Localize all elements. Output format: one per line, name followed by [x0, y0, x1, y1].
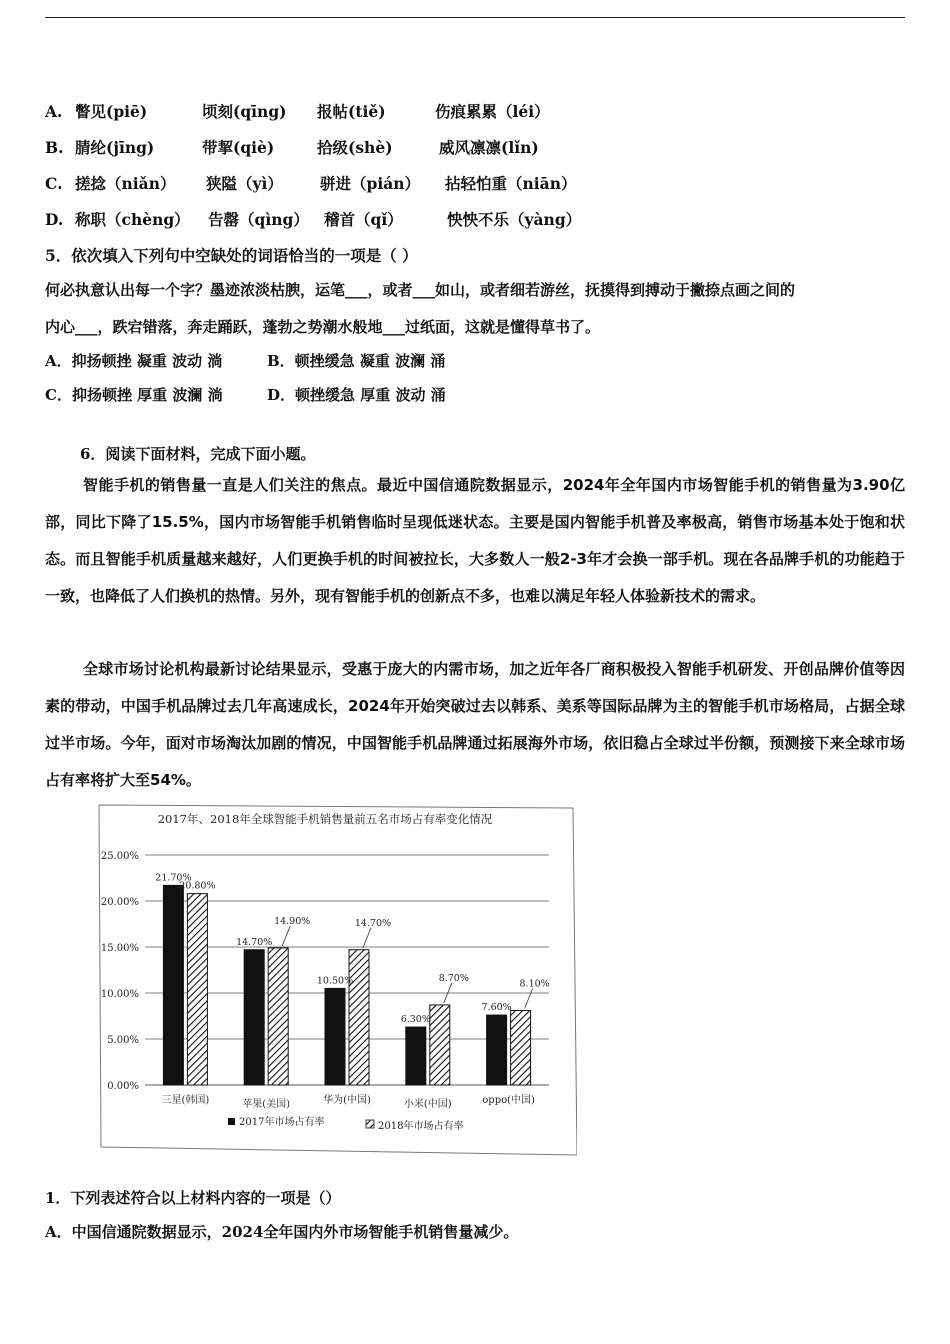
- option-item: 狭隘（yì）: [206, 174, 283, 193]
- data-label: 14.90%: [274, 915, 311, 927]
- q6-paragraph-1: 智能手机的销售量一直是人们关注的焦点。最近中国信通院数据显示，2024年全年国内市场智能手机的销售量为3.90亿部，同比下降了15.5%，国内市场智能手机销售临时呈现低迷状态。主要是国内智能手机普及率极高，销售市场基本处于饱和状态。而且智能手机质量越来越好，人们更换手机的时间被拉长，大多数人一般2-3年才会换一部手机。现在各品牌手机的功能趋于一致，也降低了人们换机的热情。另外，现有智能手机的创新点不多，也难以满足年轻人体验新技术的需求。: [45, 476, 905, 605]
- category-label: 苹果(美国): [242, 1099, 291, 1110]
- market-share-chart: [93, 803, 577, 1157]
- option-label: D.: [45, 210, 64, 229]
- option-item: 顷刻(qīng): [202, 102, 287, 121]
- option-item: 拾级(shè): [317, 138, 393, 157]
- option-item: 拈轻怕重（niān）: [445, 174, 577, 193]
- q6-paragraph-2: 全球市场讨论机构最新讨论结果显示，受惠于庞大的内需市场，加之近年各厂商积极投入智能手机研发、开创品牌价值等因素的带动，中国手机品牌过去几年高速成长，2024年开始突破过去以韩系、美系等国际品牌为主的智能手机市场格局，占据全球过半市场。今年，面对市场淘汰加剧的情况，中国智能手机品牌通过拓展海外市场，依旧稳占全球过半份额，预测接下来全球市场占有率将扩大至54%。: [45, 660, 905, 789]
- bar-2018: [349, 950, 369, 1085]
- top-rule: [45, 17, 905, 18]
- option-item: 威风凛凛(lǐn): [439, 138, 539, 157]
- q5-option-a: A．抑扬顿挫 凝重 波动 淌: [45, 352, 223, 370]
- bar-2017: [244, 950, 264, 1085]
- q4-option-a: [45, 100, 550, 122]
- y-tick-label: 15.00%: [100, 943, 139, 954]
- category-label: 华为(中国): [323, 1095, 371, 1106]
- data-label: 6.30%: [400, 1014, 431, 1026]
- q5-options-row2: [45, 384, 446, 405]
- option-label: C.: [45, 174, 63, 193]
- y-tick-label: 10.00%: [100, 989, 139, 1000]
- bar-2018: [268, 948, 288, 1085]
- q5-option-b: B．顿挫缓急 凝重 波澜 涌: [267, 352, 446, 370]
- chart-title: 2017年、2018年全球智能手机销售量前五名市场占有率变化情况: [157, 812, 493, 826]
- q6-stem: 6．阅读下面材料，完成下面小题。: [80, 445, 316, 463]
- option-item: 怏怏不乐（yàng）: [447, 210, 582, 229]
- y-tick-label: 5.00%: [107, 1035, 139, 1046]
- legend-swatch-2018: [366, 1120, 374, 1128]
- option-item: 告罄（qìng）: [208, 210, 309, 229]
- q5-option-d: D．顿挫缓急 厚重 波动 涌: [267, 386, 446, 404]
- y-tick-label: 20.00%: [100, 897, 139, 908]
- q4-option-d: [45, 208, 581, 230]
- subq-option-a: A．中国信通院数据显示，2024全年国内外市场智能手机销售量减少。: [45, 1223, 519, 1241]
- y-tick-label: 0.00%: [107, 1081, 139, 1092]
- q4-option-b: [45, 136, 539, 158]
- option-label: A.: [45, 102, 63, 121]
- option-item: 稽首（qǐ）: [324, 210, 403, 229]
- subq-stem: 1．下列表述符合以上材料内容的一项是（）: [45, 1189, 341, 1207]
- q4-option-c: [45, 172, 576, 194]
- data-label: 8.10%: [519, 978, 550, 990]
- category-label: oppo(中国): [482, 1095, 535, 1106]
- option-item: 伤痕累累（léi）: [435, 102, 550, 121]
- y-tick-label: 25.00%: [100, 851, 139, 862]
- category-label: 三星(韩国): [161, 1095, 210, 1106]
- option-item: 称职（chèng）: [75, 210, 190, 229]
- category-label: 小米(中国): [403, 1099, 452, 1110]
- option-item: 带挈(qiè): [202, 138, 275, 157]
- q5-text-line1: 何必执意认出每一个字？墨迹浓淡枯腴，运笔___，或者___如山，或者细若游丝，抚摸得到搏动于撇捺点画之间的: [45, 281, 796, 299]
- data-label: 14.70%: [354, 917, 392, 929]
- legend-label-2018: 2018年市场占有率: [378, 1121, 464, 1132]
- bar-2017: [406, 1027, 426, 1085]
- option-item: 腈纶(jīng): [75, 138, 155, 157]
- bar-2018: [430, 1005, 450, 1085]
- bar-2017: [487, 1015, 507, 1085]
- q5-stem: 5．依次填入下列句中空缺处的词语恰当的一项是（ ）: [45, 246, 418, 265]
- option-item: 搓捻（niǎn）: [75, 174, 176, 193]
- bar-2018: [511, 1010, 531, 1085]
- bar-2018: [187, 894, 207, 1085]
- option-item: 瞥见(piē): [75, 102, 148, 121]
- option-item: 报帖(tiě): [317, 102, 386, 121]
- chart-svg: [93, 803, 577, 1157]
- data-label: 8.70%: [438, 972, 469, 984]
- option-item: 骈进（pián）: [320, 174, 421, 193]
- q5-options-row1: [45, 350, 445, 371]
- bar-2017: [163, 885, 183, 1085]
- bar-2017: [325, 988, 345, 1085]
- option-label: B.: [45, 138, 64, 157]
- data-label: 10.50%: [316, 975, 354, 987]
- data-label: 21.70%: [155, 872, 192, 884]
- q5-option-c: C．抑扬顿挫 厚重 波澜 淌: [45, 386, 223, 404]
- data-label: 14.70%: [236, 936, 273, 948]
- q5-text-line2: 内心___，跌宕错落，奔走踊跃，蓬勃之势潮水般地___过纸面，这就是懂得草书了。: [45, 318, 601, 336]
- data-label: 7.60%: [481, 1002, 512, 1014]
- legend-label-2017: 2017年市场占有率: [239, 1117, 325, 1128]
- legend-swatch-2017: [228, 1118, 235, 1125]
- data-label: 20.80%: [179, 880, 216, 892]
